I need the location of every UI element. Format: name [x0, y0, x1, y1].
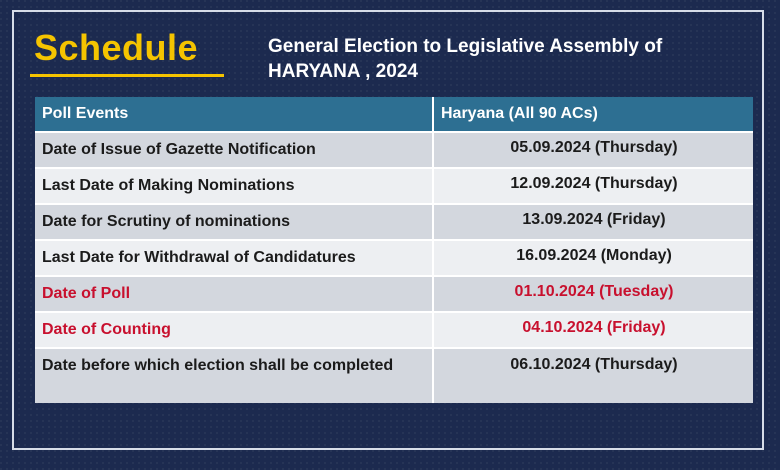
schedule-table	[35, 97, 753, 403]
event-cell: Last Date for Withdrawal of Candidatures	[35, 240, 433, 276]
heading-line-1: General Election to Legislative Assembly of	[268, 36, 663, 57]
heading-line-2: HARYANA , 2024	[268, 61, 418, 82]
header-haryana: Haryana (All 90 ACs)	[433, 97, 753, 132]
date-cell: 01.10.2024 (Tuesday)	[433, 276, 753, 312]
table-row	[35, 132, 753, 168]
date-cell: 05.09.2024 (Thursday)	[433, 132, 753, 168]
event-cell: Date of Poll	[35, 276, 433, 312]
date-cell: 16.09.2024 (Monday)	[433, 240, 753, 276]
table-row	[35, 168, 753, 204]
date-cell: 12.09.2024 (Thursday)	[433, 168, 753, 204]
table-row	[35, 240, 753, 276]
date-cell: 06.10.2024 (Thursday)	[433, 348, 753, 403]
schedule-title: Schedule	[34, 27, 199, 68]
event-cell: Date of Issue of Gazette Notification	[35, 132, 433, 168]
event-cell: Date for Scrutiny of nominations	[35, 204, 433, 240]
event-cell: Date before which election shall be completed	[35, 348, 433, 403]
date-cell: 13.09.2024 (Friday)	[433, 204, 753, 240]
election-heading	[268, 34, 748, 84]
event-cell: Date of Counting	[35, 312, 433, 348]
table-header-row	[35, 97, 753, 132]
table-row	[35, 348, 753, 403]
table-row-poll	[35, 276, 753, 312]
event-cell: Last Date of Making Nominations	[35, 168, 433, 204]
table-row-counting	[35, 312, 753, 348]
date-cell: 04.10.2024 (Friday)	[433, 312, 753, 348]
title-underline	[30, 74, 224, 77]
header-poll-events: Poll Events	[35, 97, 433, 132]
table-row	[35, 204, 753, 240]
